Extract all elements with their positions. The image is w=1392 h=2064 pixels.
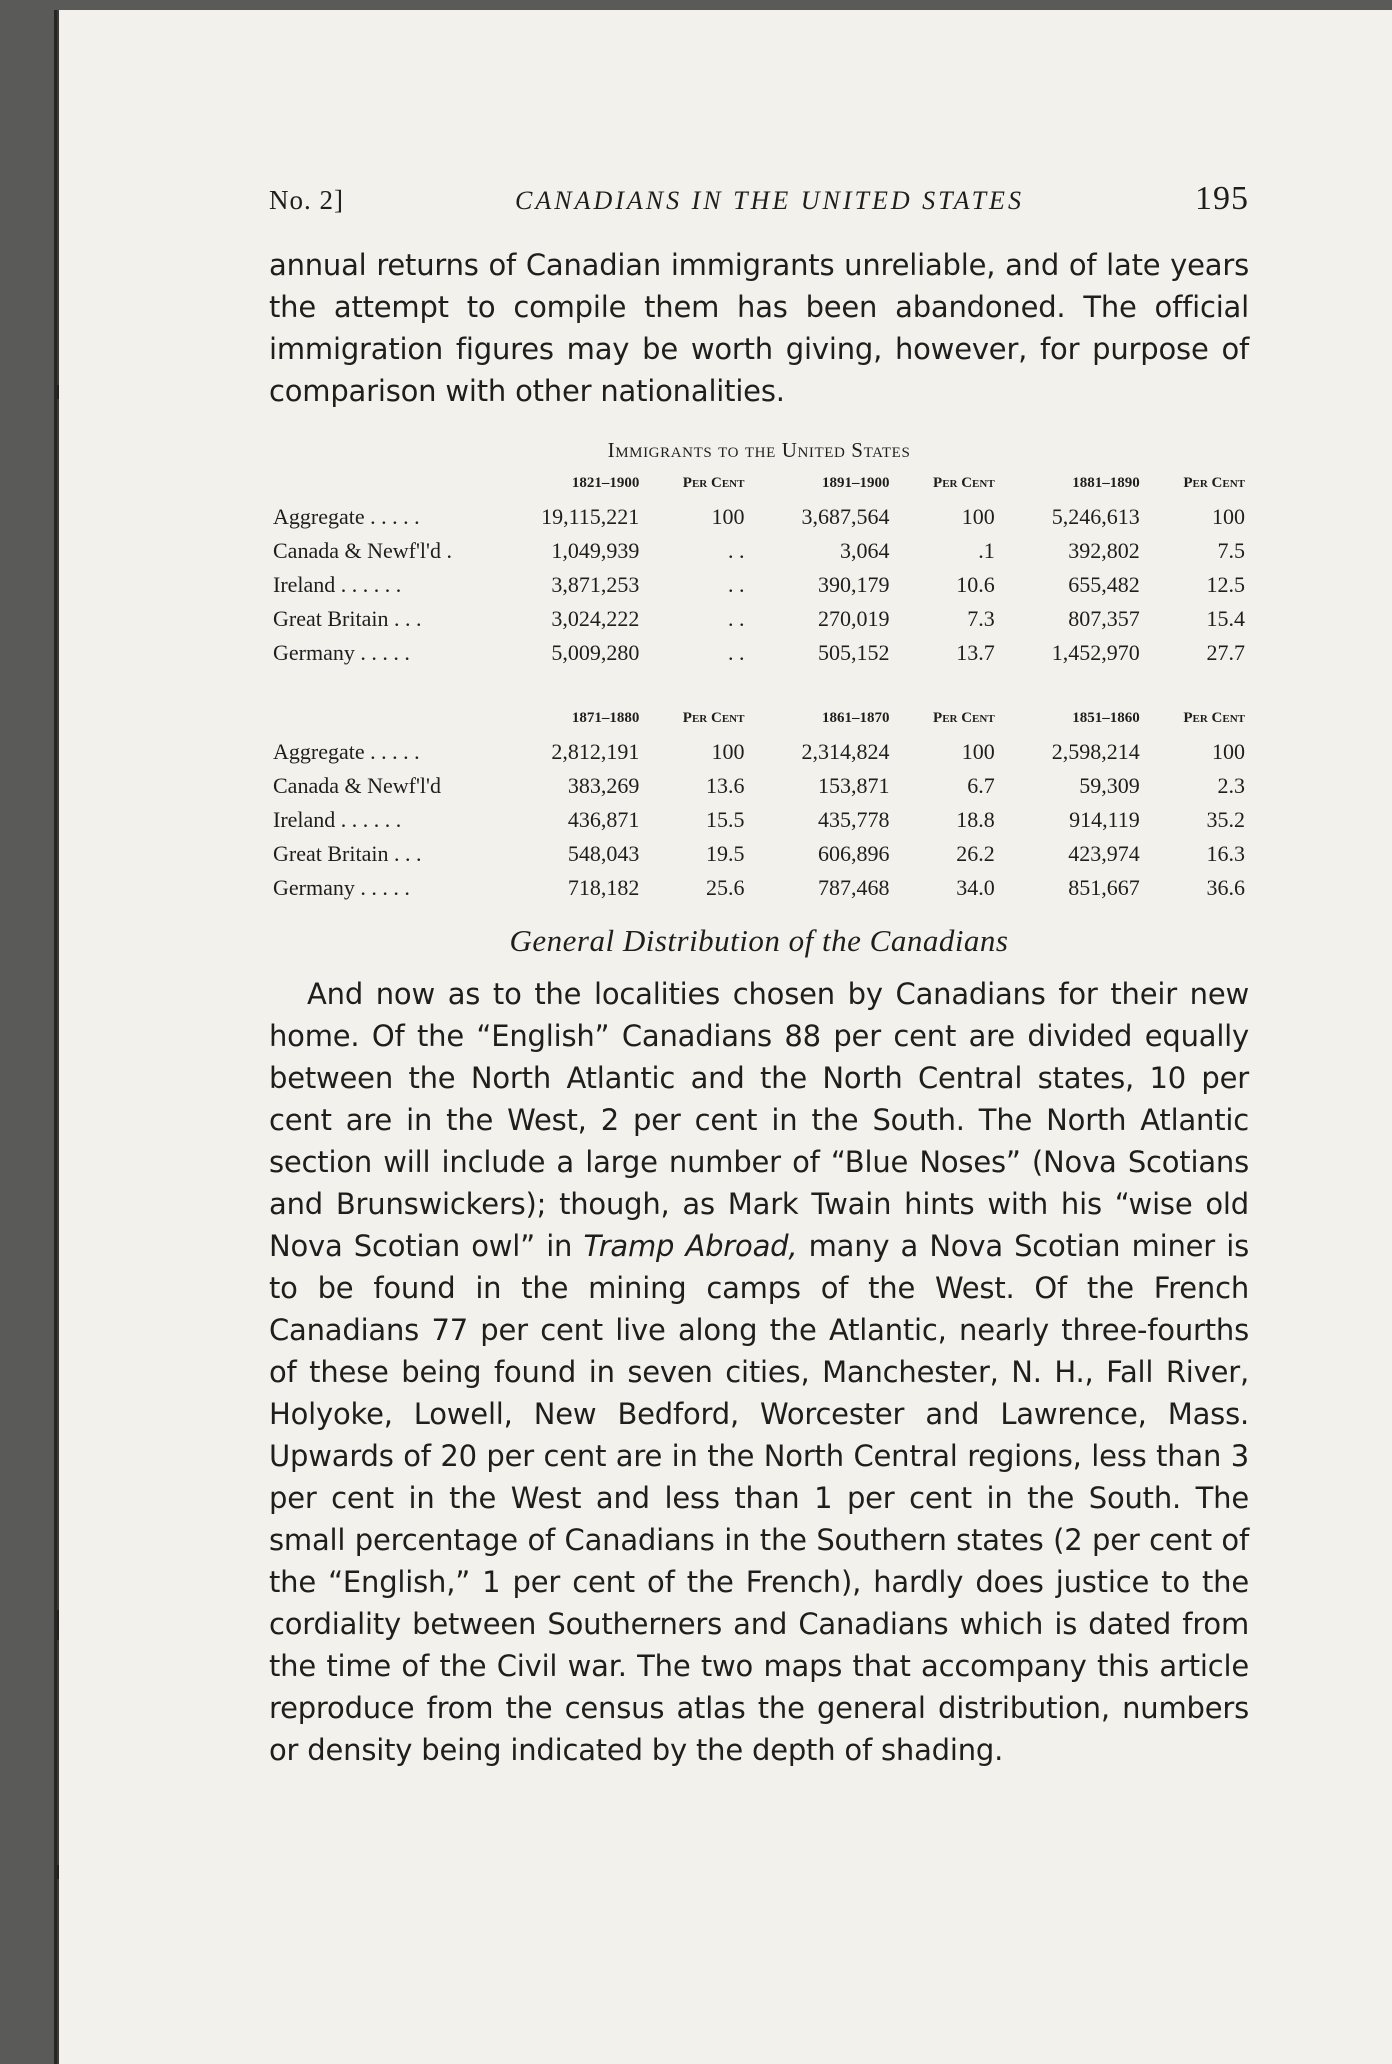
column-header: Per Cent xyxy=(933,475,995,491)
table-cell: 100 xyxy=(1212,739,1245,764)
table-cell: 36.6 xyxy=(1206,875,1245,900)
table-cell: 2,314,824 xyxy=(801,739,890,764)
table-cell: 10.6 xyxy=(956,572,995,597)
table-cell: 3,687,564 xyxy=(801,504,890,529)
body-text-part-2: many a Nova Scotian miner is to be found in the mining camps of the West. Of the French Canadians 77 per cent live along the Atlantic, nearly three-fourths of these being found in seven cities, Manchester, N. H., Fall River, Holyoke, Lowell, New Bedford, Worcester and Lawrence, Mass. Upwards of 20 per cent are in the North Central regions, less than 3 per cent in the West and less than 1 per cent in the South. The small percentage of Canadians in the Southern states (2 per cent of the “English,” 1 per cent of the French), hardly does justice to the cordiality between Southerners and Canadians which is dated from the time of the Civil war. The two maps that accompany this article reproduce from the census atlas the general distribution, numbers or density being indicated by the depth of shading. xyxy=(269,1229,1249,1767)
table-row xyxy=(269,735,1249,769)
table-cell: 15.5 xyxy=(705,807,745,832)
scanned-page xyxy=(54,10,1392,2064)
table-cell: 100 xyxy=(961,504,995,529)
table-row xyxy=(269,803,1249,837)
table-cell: 655,482 xyxy=(1068,572,1140,597)
page-number: 195 xyxy=(1194,180,1249,217)
column-header: Per Cent xyxy=(933,710,995,726)
edge-mark-top xyxy=(54,385,59,399)
table-cell: 19.5 xyxy=(705,841,745,866)
table-cell: 718,182 xyxy=(567,875,640,900)
body-paragraph xyxy=(269,973,1249,1771)
row-label: Germany . . . . . xyxy=(273,640,410,665)
table-cell: 25.6 xyxy=(705,875,745,900)
column-header: Per Cent xyxy=(682,475,745,491)
table-cell: 3,871,253 xyxy=(551,572,640,597)
table-cell: 6.7 xyxy=(967,773,995,798)
row-label: Aggregate . . . . . xyxy=(273,739,420,764)
column-header: Per Cent xyxy=(1183,710,1245,726)
row-label: Great Britain . . . xyxy=(273,606,422,631)
table-cell: 100 xyxy=(711,739,745,764)
table-cell: 13.7 xyxy=(956,640,995,665)
table-cell: . . xyxy=(727,606,745,631)
column-header: 1821–1900 xyxy=(571,475,640,491)
table-cell: 7.3 xyxy=(967,606,995,631)
table-cell: 2,812,191 xyxy=(551,739,640,764)
table-row xyxy=(269,568,1249,602)
column-header: 1891–1900 xyxy=(822,475,890,491)
running-title: CANADIANS IN THE UNITED STATES xyxy=(515,186,1024,215)
table-cell: 914,119 xyxy=(1069,807,1140,832)
table-cell: 2.3 xyxy=(1217,773,1245,798)
table-cell: 436,871 xyxy=(567,807,640,832)
table-cell: 19,115,221 xyxy=(541,504,640,529)
row-label: Aggregate . . . . . xyxy=(273,504,420,529)
row-label: Canada & Newf'l'd . xyxy=(273,538,452,563)
table-cell: 5,009,280 xyxy=(551,640,640,665)
book-title: Tramp Abroad, xyxy=(583,1229,798,1263)
header-blank xyxy=(269,704,498,735)
table-cell: 270,019 xyxy=(818,606,890,631)
table-cell: 390,179 xyxy=(818,572,890,597)
table-cell: 100 xyxy=(711,504,745,529)
table-cell: 100 xyxy=(961,739,995,764)
page-content xyxy=(269,180,1249,1771)
column-header: 1861–1870 xyxy=(822,710,890,726)
table-cell: 35.2 xyxy=(1206,807,1245,832)
table-cell: 435,778 xyxy=(818,807,890,832)
table-cell: 34.0 xyxy=(956,875,995,900)
table-cell: 1,452,970 xyxy=(1051,640,1140,665)
table-row xyxy=(269,769,1249,803)
table-cell: .1 xyxy=(978,538,995,563)
row-label: Ireland . . . . . . xyxy=(273,572,402,597)
table-cell: 3,024,222 xyxy=(551,606,640,631)
issue-number: No. 2] xyxy=(269,185,344,215)
row-label: Canada & Newf'l'd xyxy=(273,773,441,798)
table-cell: 13.6 xyxy=(705,773,745,798)
section-heading: General Distribution of the Canadians xyxy=(509,923,1009,958)
binding-line xyxy=(57,10,59,2064)
table-cell: 423,974 xyxy=(1068,841,1140,866)
column-header: 1881–1890 xyxy=(1072,475,1140,491)
table-cell: 100 xyxy=(1212,504,1245,529)
row-label: Ireland . . . . . . xyxy=(273,807,402,832)
table-row xyxy=(269,500,1249,534)
table-cell: 5,246,613 xyxy=(1051,504,1140,529)
table-cell: 3,064 xyxy=(840,538,890,563)
column-header: 1871–1880 xyxy=(571,710,640,726)
table-row xyxy=(269,602,1249,636)
table-cell: 26.2 xyxy=(956,841,995,866)
header-blank xyxy=(269,469,498,500)
table-header-row xyxy=(269,704,1249,735)
edge-mark-middle xyxy=(54,1610,59,1640)
column-header: Per Cent xyxy=(682,710,745,726)
table-cell: 505,152 xyxy=(818,640,890,665)
column-header: 1851–1860 xyxy=(1072,710,1140,726)
body-text-part-1: And now as to the localities chosen by Canadians for their new home. Of the “English” Canadians 88 per cent are divided equally between the North Atlantic and the North Central states, 10 per cent are in the West, 2 per cent in the South. The North Atlantic section will include a large number of “Blue Noses” (Nova Scotians and Brunswickers); though, as Mark Twain hints with his “wise old Nova Scotian owl” in xyxy=(269,977,1249,1263)
table-row xyxy=(269,636,1249,670)
table-cell: 27.7 xyxy=(1206,640,1245,665)
table-cell: 851,667 xyxy=(1068,875,1140,900)
intro-paragraph: annual returns of Canadian immigrants unreliable, and of late years the attempt to compile them has been abandoned. The official immigration figures may be worth giving, however, for purpose of comparison with other nationalities. xyxy=(269,248,1249,408)
immigrants-table xyxy=(269,469,1249,905)
table-cell: 606,896 xyxy=(818,841,890,866)
running-head xyxy=(269,180,1249,218)
table-cell: 807,357 xyxy=(1068,606,1140,631)
table-spacer-row xyxy=(269,670,1249,704)
table-row xyxy=(269,534,1249,568)
table-row xyxy=(269,837,1249,871)
table-cell: 15.4 xyxy=(1206,606,1245,631)
table-cell: . . xyxy=(727,640,745,665)
table-header-row xyxy=(269,469,1249,500)
table-caption: Immigrants to the United States xyxy=(607,438,911,462)
table-cell: 59,309 xyxy=(1079,773,1140,798)
table-cell: 12.5 xyxy=(1206,572,1245,597)
row-label: Germany . . . . . xyxy=(273,875,410,900)
edge-mark-bottom xyxy=(54,1865,59,1879)
table-cell: 787,468 xyxy=(818,875,890,900)
table-cell: 548,043 xyxy=(567,841,640,866)
table-cell: 7.5 xyxy=(1217,538,1245,563)
row-label: Great Britain . . . xyxy=(273,841,422,866)
table-cell: 18.8 xyxy=(956,807,995,832)
table-cell: 2,598,214 xyxy=(1051,739,1140,764)
table-cell: 16.3 xyxy=(1206,841,1245,866)
table-row xyxy=(269,871,1249,905)
table-cell: . . xyxy=(727,538,745,563)
table-cell: 153,871 xyxy=(818,773,890,798)
table-cell: 392,802 xyxy=(1068,538,1140,563)
column-header: Per Cent xyxy=(1183,475,1245,491)
table-cell: . . xyxy=(727,572,745,597)
table-cell: 383,269 xyxy=(567,773,640,798)
table-cell: 1,049,939 xyxy=(551,538,640,563)
